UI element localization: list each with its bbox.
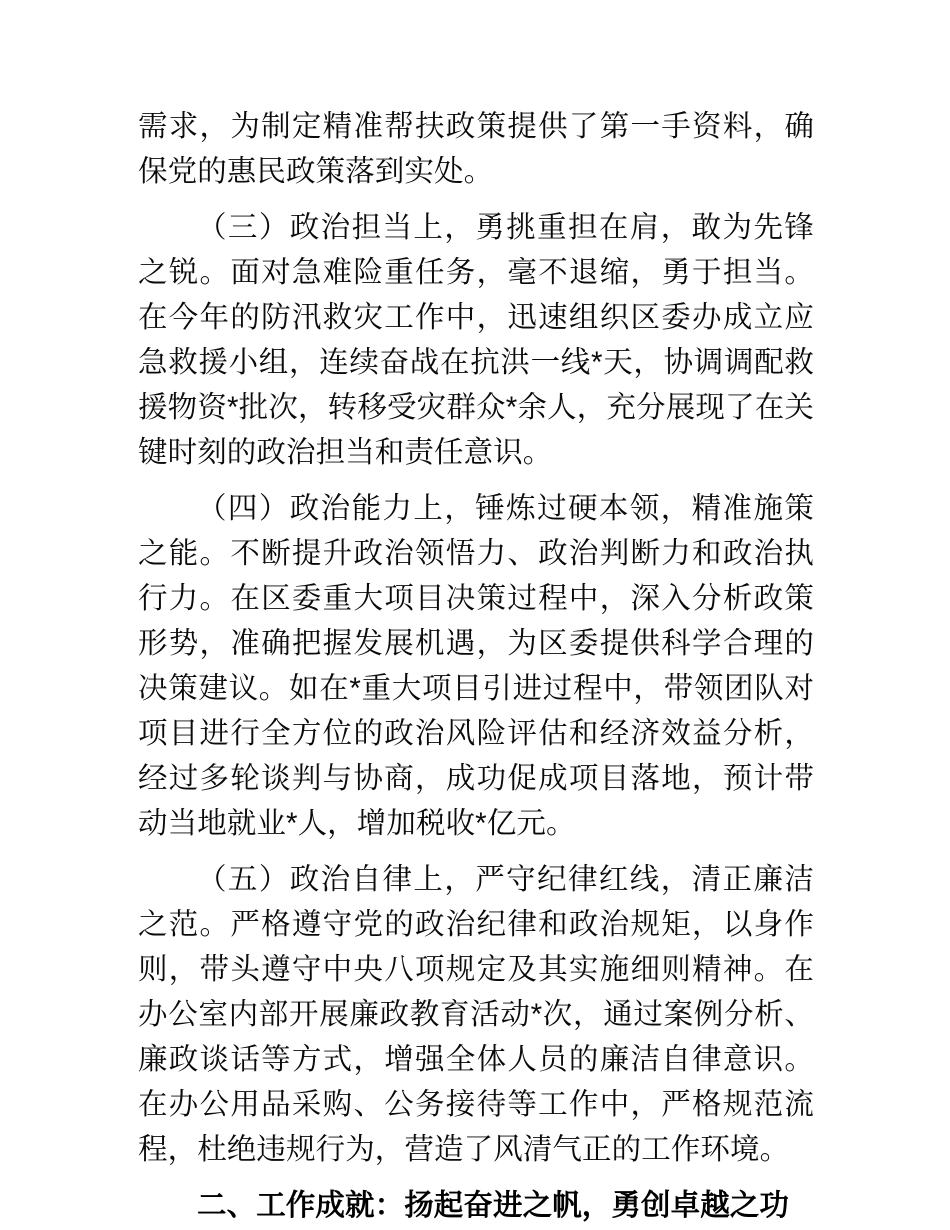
paragraph-section-five: （五）政治自律上，严守纪律红线，清正廉洁之范。严格遵守党的政治纪律和政治规矩，以身作则，带头遵守中央八项规定及其实施细则精神。在办公室内部开展廉政教育活动*次，通过案例分析、廉政谈话等方式，增强全体人员的廉洁自律意识。在办公用品采购、公务接待等工作中，严格规范流程，杜绝违规行为，营造了风清气正的工作环境。: [138, 863, 814, 1166]
paragraph-continued: 需求，为制定精准帮扶政策提供了第一手资料，确保党的惠民政策落到实处。: [138, 110, 814, 188]
paragraph-section-three: （三）政治担当上，勇挑重担在肩，敢为先锋之锐。面对急难险重任务，毫不退缩，勇于担当。在今年的防汛救灾工作中，迅速组织区委办成立应急救援小组，连续奋战在抗洪一线*天，协调调配救援物资*批次，转移受灾群众*余人，充分展现了在关键时刻的政治担当和责任意识。: [138, 211, 814, 469]
document-text-body: [138, 104, 814, 1228]
paragraph-section-four: （四）政治能力上，锤炼过硬本领，精准施策之能。不断提升政治领悟力、政治判断力和政治执行力。在区委重大项目决策过程中，深入分析政策形势，准确把握发展机遇，为区委提供科学合理的决策建议。如在*重大项目引进过程中，带领团队对项目进行全方位的政治风险评估和经济效益分析，经过多轮谈判与协商，成功促成项目落地，预计带动当地就业*人，增加税收*亿元。: [138, 492, 814, 840]
section-heading-two: 二、工作成就：扬起奋进之帆，勇创卓越之功: [197, 1189, 790, 1222]
